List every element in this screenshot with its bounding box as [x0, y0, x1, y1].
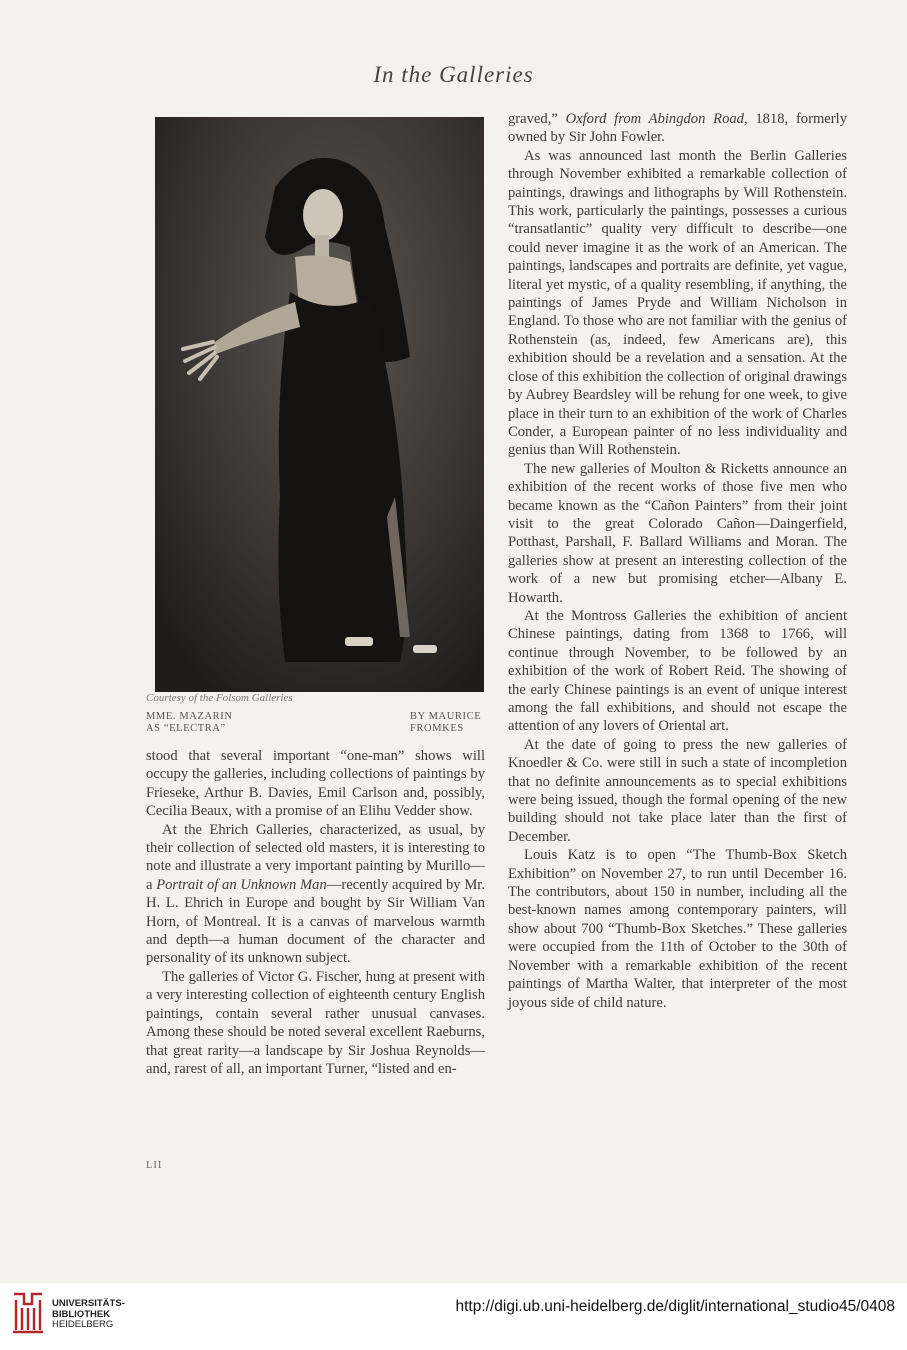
library-line3: HEIDELBERG: [52, 1319, 114, 1330]
photo-credit: Courtesy of the Folsom Galleries: [146, 692, 293, 704]
caption-right: [410, 711, 481, 735]
text-run: 1818, formerly owned by Sir John Fowler.: [508, 111, 847, 146]
caption-right-line1: BY MAURICE: [410, 711, 482, 722]
page-folio: LII: [146, 1160, 163, 1171]
caption-left-line1: MME. MAZARIN: [146, 711, 233, 722]
left-column: [146, 747, 485, 1078]
artwork-title: Portrait of an Unknown Man: [156, 876, 327, 893]
source-url-link[interactable]: http://digi.ub.uni-heidelberg.de/diglit/international_studio45/0408: [455, 1298, 895, 1315]
library-line1: UNIVERSITÄTS-: [52, 1298, 125, 1309]
paragraph: The galleries of Victor G. Fischer, hung at present with a very interesting collection of eighteenth century English paintings, contain several rather unusual canvases. Among these should be noted several excellent Raeburns, that great rarity—a landscape by Sir Joshua Reynolds—and, rarest of all, an important Turner, “listed and en-: [146, 968, 485, 1077]
running-head: In the Galleries: [373, 62, 534, 87]
paragraph: At the Montross Galleries the exhibition of ancient Chinese paintings, dating from 1368 to 1766, will continue through November, to be followed by an exhibition of the work of Robert Reid. The showing of the early Chinese paintings is an event of unique interest among the fall exhibitions, and should not escape the attention of any lovers of Oriental art.: [508, 607, 847, 735]
artwork-title: Oxford from Abingdon Road,: [565, 111, 748, 127]
caption-right-line2: FROMKES: [410, 723, 464, 734]
text-run: At the Ehrich Galleries, characterized, as usual, by their collection of selected old masters, it is interesting to note and illustrate a very important painting by Murillo—a: [146, 821, 485, 893]
text-run: —recently acquired by Mr. H. L. Ehrich in Europe and bought by Sir William Van Horn, of Montreal. It is a canvas of marvelous warmth and depth—a human document of the character and personality of its unknown subject.: [146, 876, 485, 967]
library-line2: BIBLIOTHEK: [52, 1308, 111, 1320]
paragraph: At the date of going to press the new galleries of Knoedler & Co. were still in such a state of incompletion that no definite announcements as to special exhibitions were being issued, though the formal opening of the new building should not take place later than the first of December.: [508, 736, 847, 845]
library-name: [52, 1299, 125, 1331]
paragraph-ehrich: [146, 821, 485, 968]
caption-left-line2: AS “ELECTRA”: [146, 723, 226, 734]
right-column: [508, 110, 847, 1012]
portrait-plate-image: [155, 117, 484, 692]
heidelberg-library-logo-icon: [10, 1290, 46, 1334]
caption-left: [146, 711, 233, 735]
footer-bar: [0, 1283, 907, 1350]
paragraph-continued: [508, 110, 847, 147]
paragraph: Louis Katz is to open “The Thumb-Box Sketch Exhibition” on November 27, to run until December 16. The contributors, about 150 in number, including all the best-known names among contemporary painters, will show about 700 “Thumb-Box Sketches.” These galleries were occupied from the 11th of October to the 30th of November with a remarkable exhibition of the recent paintings of Martha Walter, that interpreter of the most joyous side of child nature.: [508, 847, 847, 1011]
text-run: graved,”: [508, 111, 566, 127]
paragraph: stood that several important “one-man” shows will occupy the galleries, including collections of paintings by Frieseke, Arthur B. Davies, Emil Carlson and, possibly, Cecilia Beaux, with a promise of an Elihu Vedder show.: [146, 748, 485, 820]
paragraph: As was announced last month the Berlin Galleries through November exhibited a remarkable collection of paintings, drawings and lithographs by Will Rothenstein. This work, particularly the paintings, possesses a curious “transatlantic” quality very difficult to describe—one could never imagine it as the work of an American. The paintings, landscapes and portraits are definite, yet vague, literal yet mystic, of a quality resembling, if anything, the paintings of James Pryde and William Nicholson in England. To those who are not familiar with the genius of Rothenstein (as, indeed, few Americans are), this exhibition should be a revelation and a sensation. At the close of this exhibition the collection of original drawings by Aubrey Beardsley will be rehung for one week, to give place in their turn to an exhibition of the work of Charles Conder, a European painter of no less individuality and genius than Will Rothenstein.: [508, 147, 847, 459]
paragraph: The new galleries of Moulton & Ricketts announce an exhibition of the recent works of those five men who became known as the “Cañon Painters” from their joint visit to the great Colorado Cañon—Daingerfield, Potthast, Parshall, F. Ballard Williams and Moran. The galleries show at present an interesting collection of the work of a new but promising etcher—Albany E. Howarth.: [508, 460, 847, 606]
